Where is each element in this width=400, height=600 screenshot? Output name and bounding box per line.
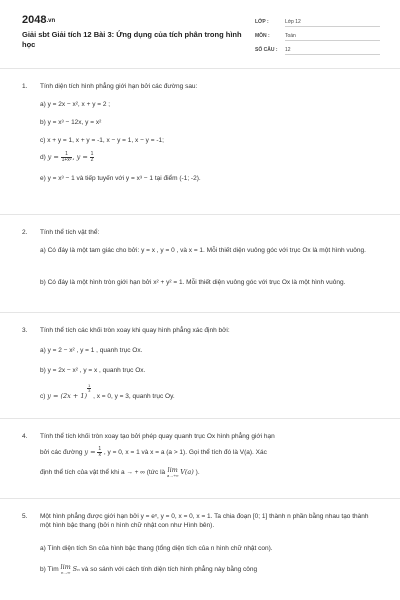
meta-value: Lớp 12 bbox=[285, 19, 380, 27]
item-b: b) y = x³ − 12x, y = x² bbox=[40, 119, 102, 126]
item-b: b) Tìm lim n→∞ Sₙ và so sánh với cách tính diện tích hình phẳng này bằng công bbox=[40, 562, 258, 575]
question-text: Tính thể tích khối tròn xoay tạo bởi phép quay quanh trục Ox hình phẳng giới hạn bbox=[40, 433, 275, 440]
meta-label: SỐ CÂU : bbox=[255, 47, 278, 53]
divider bbox=[0, 418, 400, 419]
item-a: a) Có đáy là một tam giác cho bởi: y = x , y = 0 , và x = 1. Mỗi thiết diện vuông góc với trục Ox là một hình vuông. bbox=[40, 247, 366, 254]
meta-value: Toán bbox=[285, 33, 380, 41]
question-text: Tính diện tích hình phẳng giới hạn bởi các đường sau: bbox=[40, 83, 198, 90]
item-b: b) y = 2x − x² , y = x , quanh trục Ox. bbox=[40, 367, 146, 374]
divider bbox=[0, 68, 400, 69]
page-header bbox=[0, 0, 400, 68]
site-logo[interactable]: 2048.vn bbox=[22, 14, 56, 26]
meta-label: LỚP : bbox=[255, 19, 269, 25]
fraction: $\frac{1}{\text{1+x²}}$ bbox=[61, 150, 72, 163]
item-e: e) y = x³ − 1 và tiếp tuyến với y = x³ − 1 tại điểm (-1; -2). bbox=[40, 175, 201, 182]
question-line: bởi các đường y = $\frac{1}{x}$ , y = 0, x = 1 và x = a (a > 1). Gọi thể tích đó là V(a). Xác bbox=[40, 445, 267, 458]
divider bbox=[0, 498, 400, 499]
item-a: a) y = 2x − x², x + y = 2 ; bbox=[40, 101, 111, 108]
question-text: Tính thể tích các khối tròn xoay khi quay hình phẳng xác định bởi: bbox=[40, 327, 230, 334]
divider bbox=[0, 214, 400, 215]
divider bbox=[0, 312, 400, 313]
question-text: Một hình phẳng được giới hạn bởi y = eˣ, y = 0, x = 0, x = 1. Ta chia đoạn [0; 1] thành n phần bằng nhau tạo thành một hình bậc thang (bởi n hình chữ nhật con như Hình bên). bbox=[40, 513, 369, 529]
item-a: a) Tính diện tích Sn của hình bậc thang (tổng diện tích của n hình chữ nhật con). bbox=[40, 545, 273, 552]
question-number: 5. bbox=[22, 513, 28, 520]
document-title: Giải sbt Giải tích 12 Bài 3: Ứng dụng của tích phân trong hình học bbox=[22, 30, 242, 49]
item-b: b) Có đáy là một hình tròn giới hạn bởi x² + y² = 1. Mỗi thiết diện vuông góc với trục Ox là một hình vuông. bbox=[40, 279, 346, 286]
question-text: Tính thể tích vật thể: bbox=[40, 229, 100, 236]
question-number: 3. bbox=[22, 327, 28, 334]
item-c: c) y = (2x + 1) $\frac{1}{3}$ , x = 0, y = 3, quanh trục Oy. bbox=[40, 383, 175, 400]
item-c: c) x + y = 1, x + y = -1, x − y = 1, x − y = -1; bbox=[40, 137, 164, 144]
meta-value: 12 bbox=[285, 47, 380, 55]
question-number: 2. bbox=[22, 229, 28, 236]
question-number: 4. bbox=[22, 433, 28, 440]
meta-label: MÔN : bbox=[255, 33, 270, 39]
question-line: định thể tích của vật thể khi a → + ∞ (tức là lim a→+∞ V(a) ). bbox=[40, 465, 200, 478]
limit-expression: lim n→∞ bbox=[60, 562, 71, 575]
item-d: d) y = $\frac{1}{\text{1+x²}}$ , y = $\frac{1}{2}$ bbox=[40, 150, 94, 163]
fraction: $\frac{1}{x}$ bbox=[98, 445, 102, 458]
fraction: $\frac{1}{2}$ bbox=[90, 150, 94, 163]
exponent-fraction: $\frac{1}{3}$ bbox=[88, 383, 91, 393]
limit-expression: lim a→+∞ bbox=[166, 465, 179, 478]
item-a: a) y = 2 − x² , y = 1 , quanh trục Ox. bbox=[40, 347, 143, 354]
question-number: 1. bbox=[22, 83, 28, 90]
